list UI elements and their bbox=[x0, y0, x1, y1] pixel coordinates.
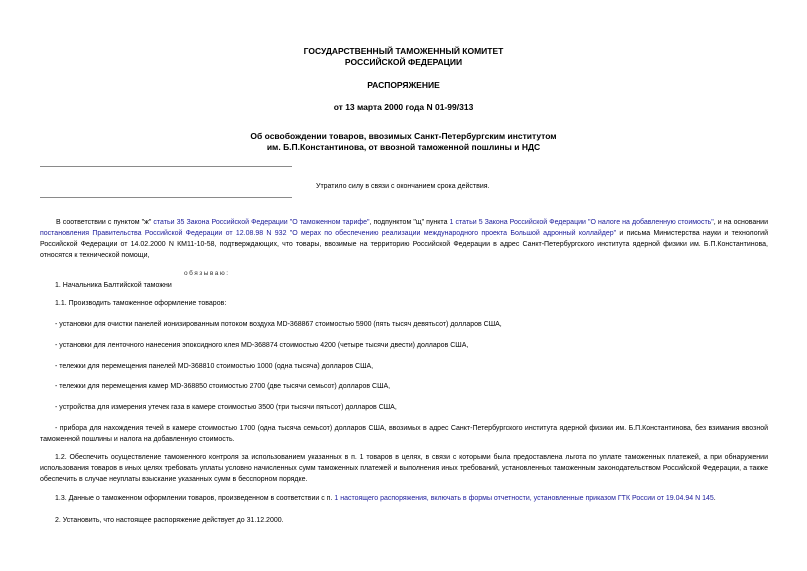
org-name-line2: РОССИЙСКОЙ ФЕДЕРАЦИИ bbox=[344, 57, 463, 67]
doc-title-line2: им. Б.П.Константинова, от ввозной таможенной пошлины и НДС bbox=[266, 142, 541, 152]
link-customs-tariff-law[interactable]: статьи 35 Закона Российской Федерации "О таможенном тарифе" bbox=[153, 219, 370, 226]
goods-item-6: - прибора для нахождения течей в камере стоимостью 1700 (одна тысяча семьсот) долларов США, ввозимых в адрес Санкт-Петербургского института ядерной физики им. Б.П.Константинова, без взимания ввозной таможенной пошлины и налога на добавленную стоимость. bbox=[40, 425, 768, 443]
item-1-3 bbox=[40, 493, 768, 504]
org-name-line1: ГОСУДАРСТВЕННЫЙ ТАМОЖЕННЫЙ КОМИТЕТ bbox=[303, 46, 504, 56]
divider-bottom bbox=[40, 197, 292, 198]
item-1-3-text: 1.3. Данные о таможенном оформлении товаров, произведенном в соответствии с п. bbox=[55, 495, 335, 502]
intro-text-2: , подпунктом "щ" пункта bbox=[369, 219, 450, 226]
link-gtk-order-145[interactable]: 1 настоящего распоряжения, включать в формы отчетности, установленные приказом ГТК России от 19.04.94 N 145 bbox=[334, 495, 714, 502]
intro-text-1: В соответствии с пунктом "ж" bbox=[56, 219, 154, 226]
item-1: 1. Начальника Балтийской таможни bbox=[55, 282, 172, 289]
item-1-2: 1.2. Обеспечить осуществление таможенного контроля за использованием указанных в п. 1 товаров в целях, в связи с которыми была предоставлена льгота по уплате таможенных платежей, а при обнаружении использования товаров в иных целях требовать уплаты условно начисленных сумм таможенных платежей и выполнения иных требований, установленных таможенным законодательством Российской Федерации, а также обеспечить в случае неуплаты взыскание указанных сумм в бесспорном порядке. bbox=[40, 454, 768, 483]
item-1-1: 1.1. Производить таможенное оформление товаров: bbox=[55, 300, 227, 307]
divider-top bbox=[40, 166, 292, 167]
link-vat-law[interactable]: 1 статьи 5 Закона Российской Федерации "О налоге на добавленную стоимость" bbox=[449, 219, 714, 226]
intro-text-4: и письма Министерства науки и технологий Российской Федерации от 14.02.2000 N КМ11-10-58, подтверждающих, что товары, ввозимые на территорию Российской Федерации в адрес Санкт-Петербургского института ядерной физики им. Б.П.Константинова, относятся к технической помощи, bbox=[40, 230, 768, 259]
intro-text-3: , и на основании bbox=[713, 219, 768, 226]
link-government-resolution[interactable]: постановления Правительства Российской Федерации от 12.08.98 N 932 "О мерах по обеспечению реализации международного проекта Большой адронный коллайдер" bbox=[40, 230, 617, 237]
doc-title-line1: Об освобождении товаров, ввозимых Санкт-Петербургским институтом bbox=[250, 131, 557, 141]
item-1-3-end: . bbox=[713, 495, 716, 502]
intro-paragraph bbox=[40, 217, 768, 261]
item-2: 2. Установить, что настоящее распоряжение действует до 31.12.2000. bbox=[55, 517, 284, 524]
goods-item-3: - тележки для перемещения панелей MD-368810 стоимостью 1000 (одна тысяча) долларов США, bbox=[55, 363, 374, 370]
obligate-word: обязываю: bbox=[184, 270, 230, 277]
goods-item-5: - устройства для измерения утечек газа в камере стоимостью 3500 (три тысячи пятьсот) долларов США, bbox=[55, 404, 397, 411]
goods-item-4: - тележки для перемещения камер MD-368850 стоимостью 2700 (две тысячи семьсот) долларов США, bbox=[55, 383, 391, 390]
status-note: Утратило силу в связи с окончанием срока действия. bbox=[316, 183, 490, 190]
goods-item-2: - установки для ленточного нанесения эпоксидного клея MD-368874 стоимостью 4200 (четыре тысячи двести) долларов США, bbox=[55, 342, 469, 349]
doc-date: от 13 марта 2000 года N 01-99/313 bbox=[333, 102, 474, 112]
doc-type: РАСПОРЯЖЕНИЕ bbox=[367, 80, 440, 90]
goods-item-1: - установки для очистки панелей ионизированным потоком воздуха MD-368867 стоимостью 5900 (пять тысяч девятьсот) долларов США, bbox=[55, 321, 502, 328]
